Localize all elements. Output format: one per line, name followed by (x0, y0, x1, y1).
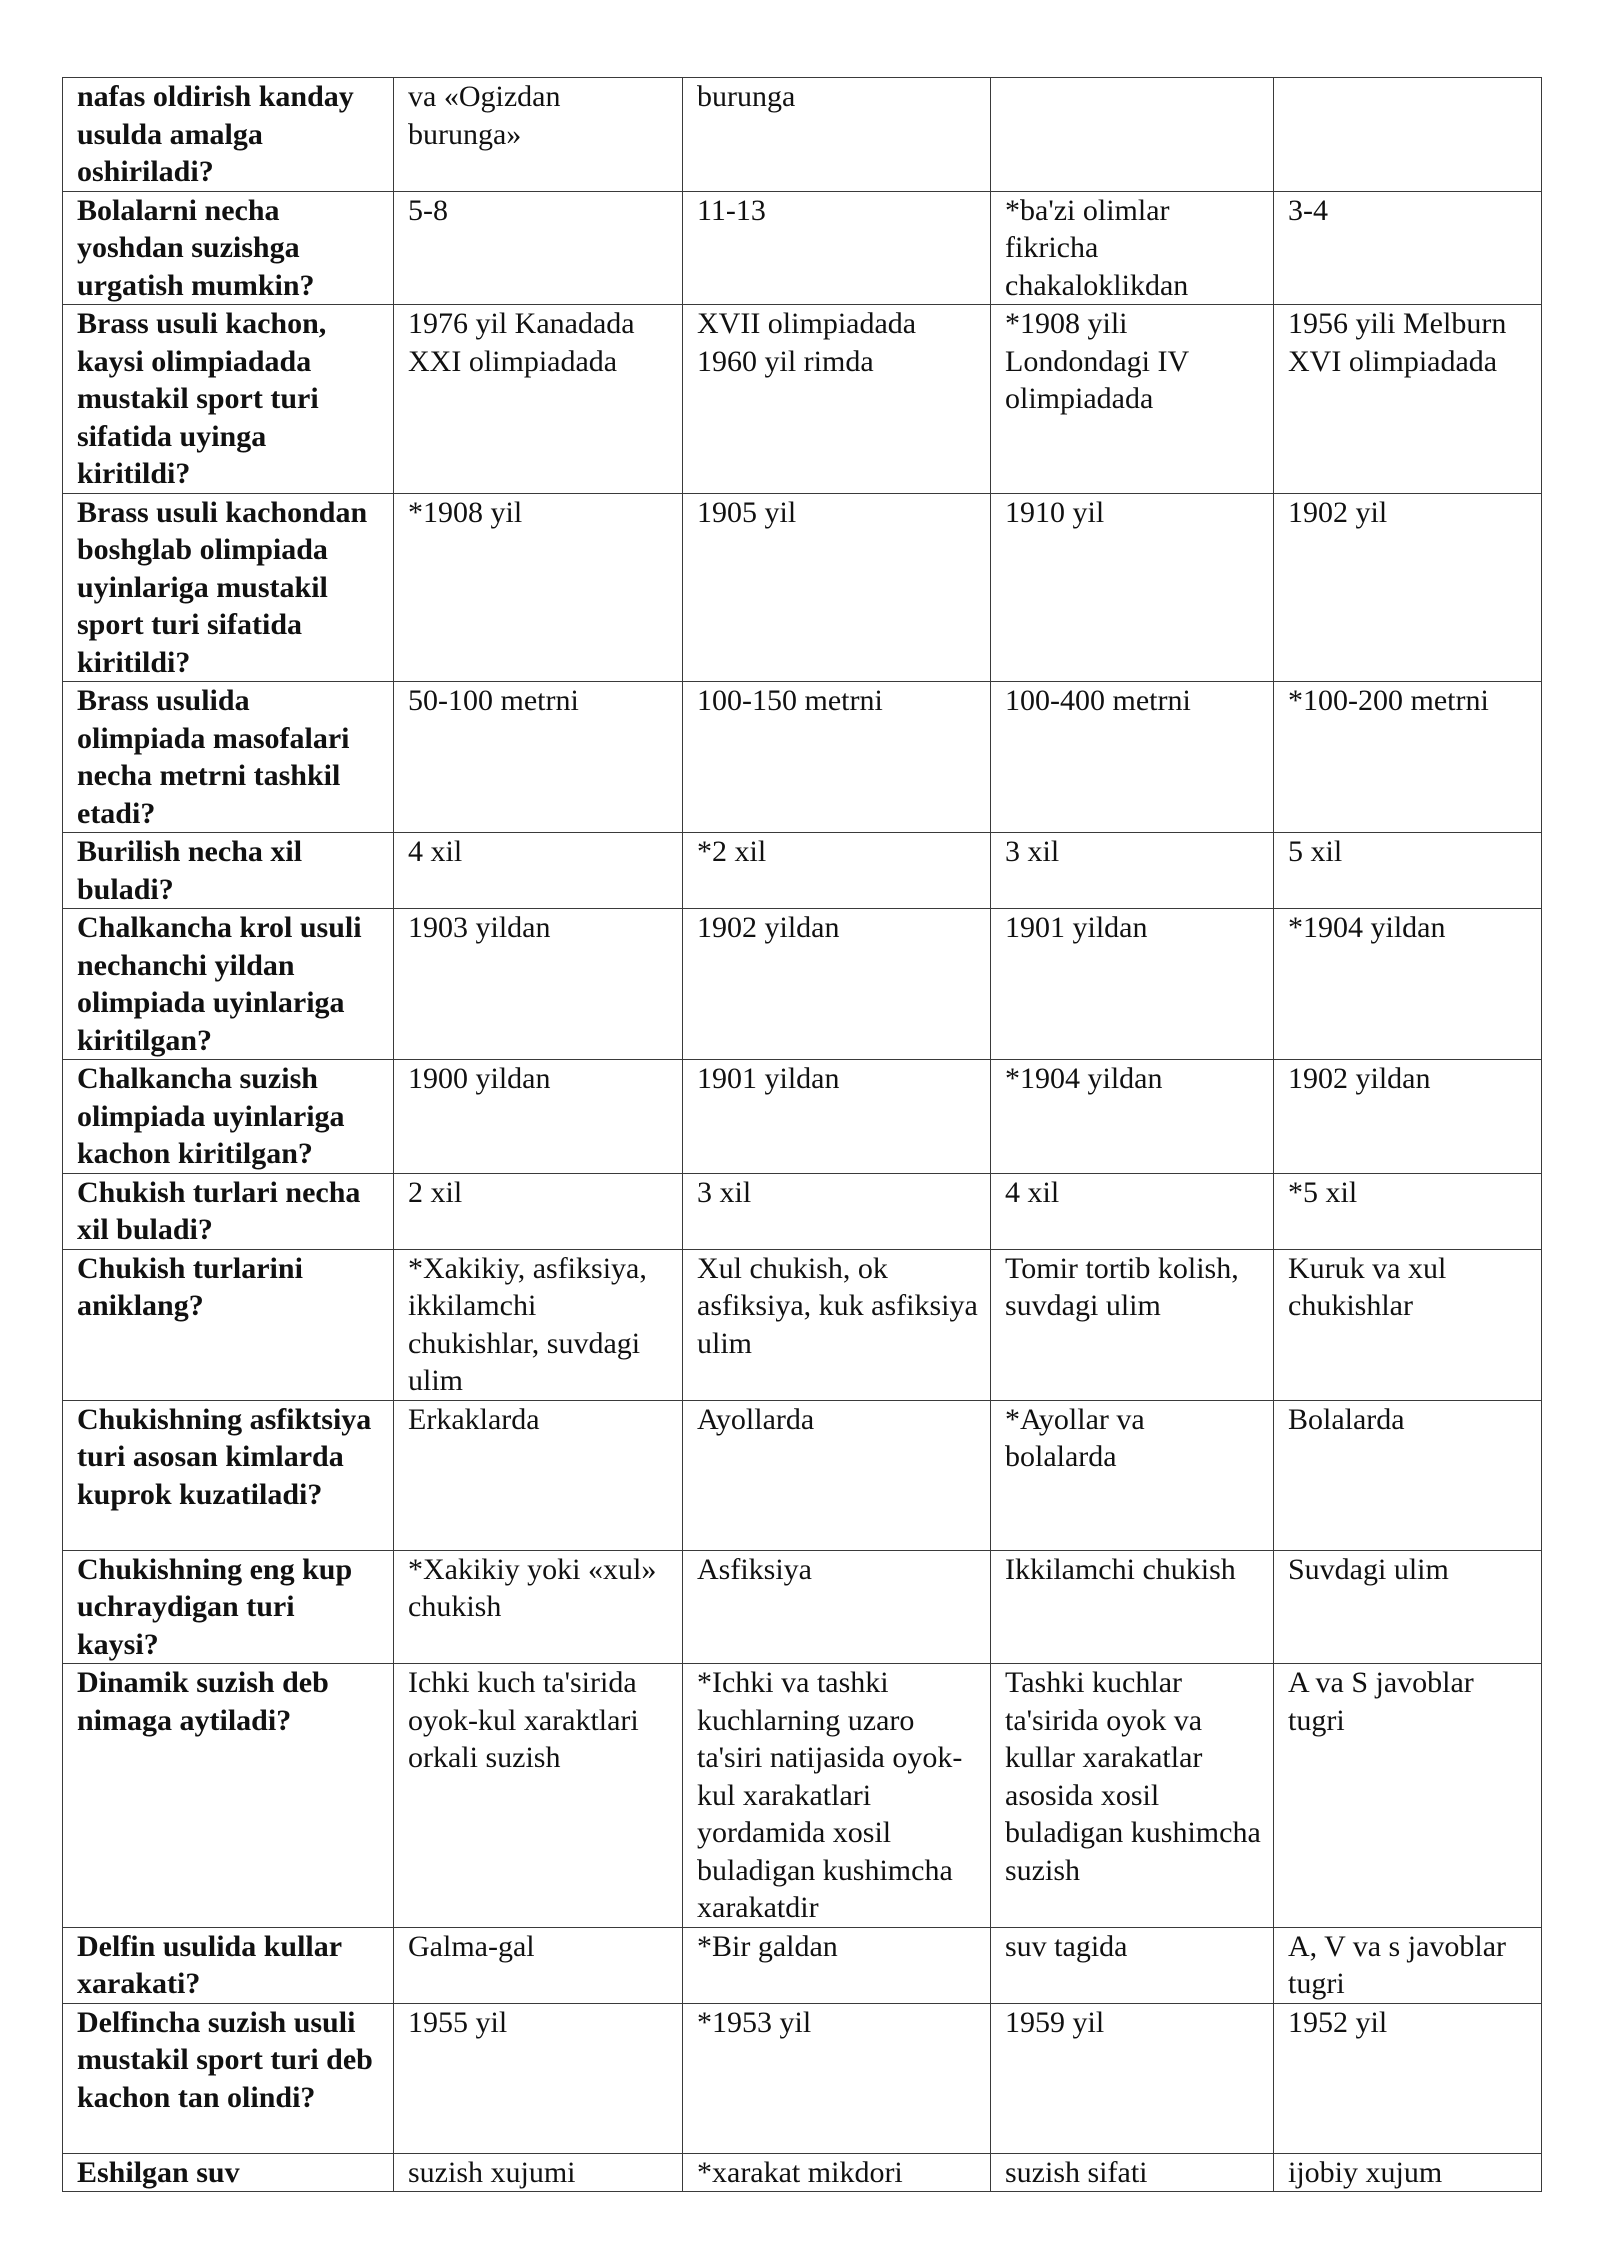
question-cell: Chukishning asfiktsiya turi asosan kimlarda kuprok kuzatiladi? (63, 1400, 394, 1550)
table-row (63, 1927, 1542, 2003)
answer-cell-d: A, V va s javoblar tugri (1274, 1927, 1542, 2003)
question-cell: Burilish necha xil buladi? (63, 833, 394, 909)
answer-cell-c: Tomir tortib kolish, suvdagi ulim (991, 1249, 1274, 1400)
question-cell: Chalkancha suzish olimpiada uyinlariga kachon kiritilgan? (63, 1060, 394, 1174)
answer-cell-b: burunga (683, 78, 991, 192)
answer-cell-c (991, 78, 1274, 192)
table-row (63, 833, 1542, 909)
answer-cell-c: *1908 yili Londondagi IV olimpiadada (991, 305, 1274, 494)
answer-cell-c: *1904 yildan (991, 1060, 1274, 1174)
answer-cell-b: 100-150 metrni (683, 682, 991, 833)
answer-cell-b: 11-13 (683, 191, 991, 305)
quiz-table-body (63, 78, 1542, 2192)
answer-cell-a: *Xakikiy, asfiksiya, ikkilamchi chukishlar, suvdagi ulim (394, 1249, 683, 1400)
answer-cell-d: A va S javoblar tugri (1274, 1664, 1542, 1928)
table-row (63, 2153, 1542, 2192)
table-row (63, 1664, 1542, 1928)
answer-cell-a: 1976 yil Kanadada XXI olimpiadada (394, 305, 683, 494)
answer-cell-b: *2 xil (683, 833, 991, 909)
answer-cell-a: 1900 yildan (394, 1060, 683, 1174)
question-cell: Chukish turlari necha xil buladi? (63, 1173, 394, 1249)
table-row (63, 305, 1542, 494)
answer-cell-c: 1901 yildan (991, 909, 1274, 1060)
answer-cell-d: *1904 yildan (1274, 909, 1542, 1060)
answer-cell-d: 1956 yili Melburn XVI olimpiadada (1274, 305, 1542, 494)
question-cell: Eshilgan suv (63, 2153, 394, 2192)
answer-cell-a: 4 xil (394, 833, 683, 909)
answer-cell-d: ijobiy xujum (1274, 2153, 1542, 2192)
answer-cell-b: *Ichki va tashki kuchlarning uzaro ta'siri natijasida oyok-kul xarakatlari yordamida xosil buladigan kushimcha xarakatdir (683, 1664, 991, 1928)
answer-cell-a: Ichki kuch ta'sirida oyok-kul xaraktlari orkali suzish (394, 1664, 683, 1928)
question-cell: Delfincha suzish usuli mustakil sport turi deb kachon tan olindi? (63, 2003, 394, 2153)
question-cell: Brass usuli kachondan boshglab olimpiada uyinlariga mustakil sport turi sifatida kiritildi? (63, 493, 394, 682)
answer-cell-a: 50-100 metrni (394, 682, 683, 833)
answer-cell-c: suzish sifati (991, 2153, 1274, 2192)
answer-cell-b: 1902 yildan (683, 909, 991, 1060)
answer-cell-c: 4 xil (991, 1173, 1274, 1249)
answer-cell-b: *1953 yil (683, 2003, 991, 2153)
answer-cell-d: *100-200 metrni (1274, 682, 1542, 833)
answer-cell-c: *Ayollar va bolalarda (991, 1400, 1274, 1550)
question-cell: nafas oldirish kanday usulda amalga oshiriladi? (63, 78, 394, 192)
answer-cell-d (1274, 78, 1542, 192)
question-cell: Delfin usulida kullar xarakati? (63, 1927, 394, 2003)
answer-cell-b: 3 xil (683, 1173, 991, 1249)
answer-cell-a: 2 xil (394, 1173, 683, 1249)
table-row (63, 682, 1542, 833)
question-cell: Brass usulida olimpiada masofalari necha metrni tashkil etadi? (63, 682, 394, 833)
answer-cell-d: Suvdagi ulim (1274, 1550, 1542, 1664)
answer-cell-c: Ikkilamchi chukish (991, 1550, 1274, 1664)
question-cell: Chalkancha krol usuli nechanchi yildan olimpiada uyinlariga kiritilgan? (63, 909, 394, 1060)
table-row (63, 1249, 1542, 1400)
answer-cell-c: Tashki kuchlar ta'sirida oyok va kullar xarakatlar asosida xosil buladigan kushimcha suzish (991, 1664, 1274, 1928)
answer-cell-c: suv tagida (991, 1927, 1274, 2003)
question-cell: Chukish turlarini aniklang? (63, 1249, 394, 1400)
answer-cell-a: 1955 yil (394, 2003, 683, 2153)
answer-cell-b: 1905 yil (683, 493, 991, 682)
answer-cell-c: *ba'zi olimlar fikricha chakaloklikdan (991, 191, 1274, 305)
table-row (63, 1060, 1542, 1174)
answer-cell-d: Bolalarda (1274, 1400, 1542, 1550)
question-cell: Chukishning eng kup uchraydigan turi kaysi? (63, 1550, 394, 1664)
answer-cell-c: 1910 yil (991, 493, 1274, 682)
answer-cell-b: 1901 yildan (683, 1060, 991, 1174)
table-row (63, 1400, 1542, 1550)
table-row (63, 909, 1542, 1060)
table-row (63, 78, 1542, 192)
quiz-table (62, 77, 1542, 2192)
table-row (63, 1550, 1542, 1664)
table-row (63, 2003, 1542, 2153)
table-row (63, 493, 1542, 682)
answer-cell-a: Erkaklarda (394, 1400, 683, 1550)
answer-cell-b: Ayollarda (683, 1400, 991, 1550)
answer-cell-c: 1959 yil (991, 2003, 1274, 2153)
answer-cell-d: 1902 yil (1274, 493, 1542, 682)
answer-cell-a: va «Ogizdan burunga» (394, 78, 683, 192)
answer-cell-d: *5 xil (1274, 1173, 1542, 1249)
answer-cell-d: 1902 yildan (1274, 1060, 1542, 1174)
answer-cell-d: Kuruk va xul chukishlar (1274, 1249, 1542, 1400)
answer-cell-a: 1903 yildan (394, 909, 683, 1060)
table-row (63, 1173, 1542, 1249)
answer-cell-a: 5-8 (394, 191, 683, 305)
answer-cell-d: 1952 yil (1274, 2003, 1542, 2153)
answer-cell-a: *Xakikiy yoki «xul» chukish (394, 1550, 683, 1664)
answer-cell-b: Xul chukish, ok asfiksiya, kuk asfiksiya ulim (683, 1249, 991, 1400)
answer-cell-a: Galma-gal (394, 1927, 683, 2003)
answer-cell-b: *Bir galdan (683, 1927, 991, 2003)
answer-cell-b: XVII olimpiadada 1960 yil rimda (683, 305, 991, 494)
answer-cell-c: 100-400 metrni (991, 682, 1274, 833)
answer-cell-d: 5 xil (1274, 833, 1542, 909)
answer-cell-d: 3-4 (1274, 191, 1542, 305)
question-cell: Brass usuli kachon, kaysi olimpiadada mustakil sport turi sifatida uyinga kiritildi? (63, 305, 394, 494)
answer-cell-a: suzish xujumi (394, 2153, 683, 2192)
table-row (63, 191, 1542, 305)
question-cell: Bolalarni necha yoshdan suzishga urgatish mumkin? (63, 191, 394, 305)
question-cell: Dinamik suzish deb nimaga aytiladi? (63, 1664, 394, 1928)
answer-cell-a: *1908 yil (394, 493, 683, 682)
answer-cell-b: Asfiksiya (683, 1550, 991, 1664)
answer-cell-c: 3 xil (991, 833, 1274, 909)
answer-cell-b: *xarakat mikdori (683, 2153, 991, 2192)
